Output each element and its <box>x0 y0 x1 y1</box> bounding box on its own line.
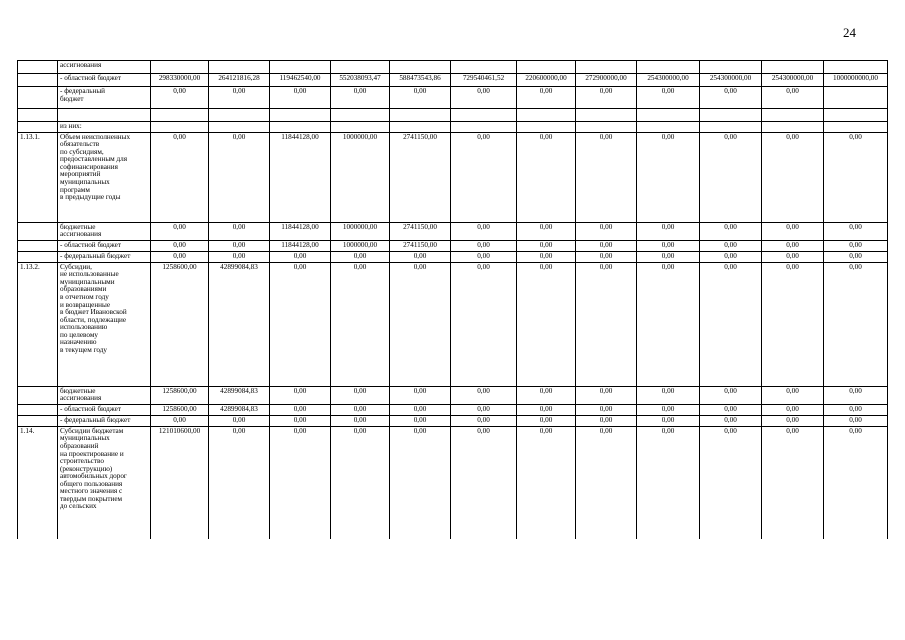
value-cell: 0,00 <box>576 251 637 262</box>
value-cell: 0,00 <box>390 262 451 386</box>
value-cell: 1000000000,00 <box>824 74 888 87</box>
row-description-cell <box>58 109 151 122</box>
value-cell: 0,00 <box>270 415 331 426</box>
value-cell <box>270 61 331 74</box>
row-code-cell: 1.13.1. <box>18 132 58 222</box>
value-cell <box>331 61 390 74</box>
value-cell <box>151 61 209 74</box>
value-cell <box>576 61 637 74</box>
value-cell: 0,00 <box>700 240 762 251</box>
value-cell <box>824 109 888 122</box>
row-code-cell <box>18 61 58 74</box>
value-cell: 0,00 <box>451 262 517 386</box>
value-cell: 552038093,47 <box>331 74 390 87</box>
table-row <box>18 240 888 251</box>
row-code-cell <box>18 415 58 426</box>
value-cell <box>637 109 700 122</box>
value-cell: 0,00 <box>517 87 576 109</box>
table-row <box>18 222 888 240</box>
value-cell: 0,00 <box>451 132 517 222</box>
value-cell: 0,00 <box>637 386 700 404</box>
value-cell: 0,00 <box>270 426 331 539</box>
value-cell <box>517 109 576 122</box>
value-cell <box>331 122 390 133</box>
value-cell: 0,00 <box>824 251 888 262</box>
value-cell: 0,00 <box>331 404 390 415</box>
table-body <box>18 61 888 540</box>
value-cell: 0,00 <box>762 415 824 426</box>
value-cell: 0,00 <box>576 240 637 251</box>
value-cell <box>576 109 637 122</box>
value-cell <box>331 109 390 122</box>
value-cell: 0,00 <box>824 415 888 426</box>
value-cell <box>700 109 762 122</box>
value-cell <box>517 61 576 74</box>
value-cell: 0,00 <box>209 87 270 109</box>
row-code-cell <box>18 251 58 262</box>
value-cell: 0,00 <box>637 262 700 386</box>
value-cell: 0,00 <box>390 415 451 426</box>
row-code-cell <box>18 386 58 404</box>
value-cell: 0,00 <box>700 404 762 415</box>
row-description-cell: бюджетные ассигнования <box>58 222 151 240</box>
value-cell <box>517 122 576 133</box>
value-cell: 0,00 <box>390 251 451 262</box>
row-code-cell <box>18 122 58 133</box>
value-cell: 0,00 <box>151 251 209 262</box>
value-cell: 0,00 <box>209 251 270 262</box>
value-cell: 0,00 <box>390 404 451 415</box>
value-cell <box>390 122 451 133</box>
row-description-cell: из них: <box>58 122 151 133</box>
value-cell: 0,00 <box>451 87 517 109</box>
value-cell: 0,00 <box>270 251 331 262</box>
value-cell: 0,00 <box>151 132 209 222</box>
value-cell: 0,00 <box>209 132 270 222</box>
value-cell: 0,00 <box>762 251 824 262</box>
row-description-cell: - областной бюджет <box>58 240 151 251</box>
value-cell: 0,00 <box>451 386 517 404</box>
value-cell: 0,00 <box>331 415 390 426</box>
value-cell: 0,00 <box>762 386 824 404</box>
value-cell: 0,00 <box>637 132 700 222</box>
table-row <box>18 404 888 415</box>
row-description-cell: Субсидии бюджетам муниципальных образований на проектирование и строительство (реконструкцию) автомобильных дорог общего пользования местного значения с твердым покрытием до сельских <box>58 426 151 539</box>
row-code-cell: 1.13.2. <box>18 262 58 386</box>
value-cell: 0,00 <box>270 262 331 386</box>
value-cell: 0,00 <box>700 222 762 240</box>
value-cell: 1258600,00 <box>151 386 209 404</box>
value-cell: 264121816,28 <box>209 74 270 87</box>
value-cell <box>824 87 888 109</box>
value-cell: 11844128,00 <box>270 240 331 251</box>
value-cell: 0,00 <box>637 87 700 109</box>
value-cell: 42899084,83 <box>209 262 270 386</box>
value-cell: 0,00 <box>700 386 762 404</box>
value-cell: 0,00 <box>517 251 576 262</box>
value-cell: 0,00 <box>517 415 576 426</box>
row-code-cell: 1.14. <box>18 426 58 539</box>
value-cell: 0,00 <box>637 251 700 262</box>
value-cell: 0,00 <box>824 262 888 386</box>
value-cell <box>824 122 888 133</box>
row-description-cell: - федеральный бюджет <box>58 87 151 109</box>
row-description-cell: - федеральный бюджет <box>58 251 151 262</box>
value-cell <box>762 61 824 74</box>
table-row <box>18 61 888 74</box>
value-cell: 0,00 <box>762 426 824 539</box>
value-cell: 0,00 <box>331 262 390 386</box>
value-cell: 0,00 <box>151 415 209 426</box>
value-cell: 254300000,00 <box>637 74 700 87</box>
value-cell: 0,00 <box>209 222 270 240</box>
value-cell: 0,00 <box>700 132 762 222</box>
value-cell <box>390 61 451 74</box>
value-cell: 42899084,83 <box>209 404 270 415</box>
value-cell: 0,00 <box>270 404 331 415</box>
value-cell: 0,00 <box>451 222 517 240</box>
value-cell: 0,00 <box>209 415 270 426</box>
value-cell: 2741150,00 <box>390 240 451 251</box>
value-cell: 0,00 <box>451 415 517 426</box>
value-cell: 11844128,00 <box>270 132 331 222</box>
value-cell: 0,00 <box>331 426 390 539</box>
value-cell: 0,00 <box>576 386 637 404</box>
value-cell: 0,00 <box>151 240 209 251</box>
row-description-cell: Объем неисполненных обязательств по субсидиям, предоставленным для софинансирования мероприятий муниципальных программ в предыдущие годы <box>58 132 151 222</box>
value-cell: 0,00 <box>762 262 824 386</box>
value-cell: 0,00 <box>762 240 824 251</box>
value-cell: 0,00 <box>576 426 637 539</box>
table-row <box>18 109 888 122</box>
value-cell: 0,00 <box>151 87 209 109</box>
value-cell: 0,00 <box>824 240 888 251</box>
value-cell: 0,00 <box>517 222 576 240</box>
value-cell: 254300000,00 <box>762 74 824 87</box>
value-cell: 119462540,00 <box>270 74 331 87</box>
value-cell: 1258600,00 <box>151 404 209 415</box>
value-cell: 0,00 <box>270 87 331 109</box>
value-cell: 298330000,00 <box>151 74 209 87</box>
table-row <box>18 262 888 386</box>
value-cell: 0,00 <box>576 132 637 222</box>
table-row <box>18 426 888 539</box>
value-cell: 0,00 <box>700 426 762 539</box>
value-cell <box>270 109 331 122</box>
row-code-cell <box>18 109 58 122</box>
value-cell: 0,00 <box>451 251 517 262</box>
value-cell: 220600000,00 <box>517 74 576 87</box>
value-cell: 0,00 <box>209 426 270 539</box>
value-cell: 0,00 <box>637 222 700 240</box>
value-cell <box>762 109 824 122</box>
row-description-cell: Субсидии, не использованные муниципальными образованиями в отчетном году и возвращенные в бюджет Ивановской области, подлежащие использованию по целевому назначению в текущем году <box>58 262 151 386</box>
value-cell: 2741150,00 <box>390 132 451 222</box>
value-cell <box>824 61 888 74</box>
value-cell: 0,00 <box>151 222 209 240</box>
value-cell: 0,00 <box>517 262 576 386</box>
value-cell: 0,00 <box>451 426 517 539</box>
value-cell: 0,00 <box>637 404 700 415</box>
row-code-cell <box>18 74 58 87</box>
value-cell: 0,00 <box>700 87 762 109</box>
value-cell: 0,00 <box>762 404 824 415</box>
value-cell: 0,00 <box>637 240 700 251</box>
value-cell: 0,00 <box>700 251 762 262</box>
value-cell: 0,00 <box>576 222 637 240</box>
value-cell: 1000000,00 <box>331 132 390 222</box>
value-cell: 0,00 <box>517 426 576 539</box>
value-cell: 0,00 <box>517 386 576 404</box>
value-cell: 0,00 <box>390 87 451 109</box>
row-description-cell: бюджетные ассигнования <box>58 386 151 404</box>
value-cell: 0,00 <box>517 404 576 415</box>
table-row <box>18 386 888 404</box>
value-cell: 0,00 <box>576 262 637 386</box>
value-cell: 1000000,00 <box>331 222 390 240</box>
value-cell <box>270 122 331 133</box>
value-cell: 0,00 <box>331 251 390 262</box>
value-cell: 0,00 <box>576 87 637 109</box>
value-cell: 0,00 <box>762 132 824 222</box>
value-cell: 0,00 <box>270 386 331 404</box>
table-row <box>18 74 888 87</box>
value-cell: 1258600,00 <box>151 262 209 386</box>
table-row <box>18 132 888 222</box>
row-code-cell <box>18 222 58 240</box>
value-cell: 11844128,00 <box>270 222 331 240</box>
value-cell: 0,00 <box>637 415 700 426</box>
table-row <box>18 87 888 109</box>
value-cell: 0,00 <box>700 415 762 426</box>
value-cell: 0,00 <box>824 222 888 240</box>
value-cell: 42899084,83 <box>209 386 270 404</box>
value-cell: 0,00 <box>451 240 517 251</box>
value-cell: 272900000,00 <box>576 74 637 87</box>
value-cell: 0,00 <box>762 87 824 109</box>
value-cell: 0,00 <box>637 426 700 539</box>
value-cell <box>762 122 824 133</box>
value-cell <box>451 109 517 122</box>
value-cell: 0,00 <box>824 132 888 222</box>
value-cell <box>576 122 637 133</box>
value-cell <box>151 109 209 122</box>
table-row <box>18 122 888 133</box>
table-row <box>18 415 888 426</box>
value-cell: 0,00 <box>576 415 637 426</box>
value-cell: 121010600,00 <box>151 426 209 539</box>
value-cell: 729540461,52 <box>451 74 517 87</box>
row-description-cell: ассигнования <box>58 61 151 74</box>
value-cell: 0,00 <box>762 222 824 240</box>
value-cell <box>151 122 209 133</box>
value-cell <box>209 122 270 133</box>
row-description-cell: - областной бюджет <box>58 74 151 87</box>
value-cell: 0,00 <box>700 262 762 386</box>
value-cell: 0,00 <box>331 87 390 109</box>
value-cell: 0,00 <box>824 386 888 404</box>
value-cell: 0,00 <box>517 240 576 251</box>
value-cell <box>390 109 451 122</box>
value-cell: 0,00 <box>209 240 270 251</box>
value-cell: 0,00 <box>331 386 390 404</box>
value-cell <box>700 61 762 74</box>
value-cell: 588473543,86 <box>390 74 451 87</box>
value-cell <box>209 109 270 122</box>
value-cell: 254300000,00 <box>700 74 762 87</box>
value-cell: 0,00 <box>824 404 888 415</box>
value-cell: 0,00 <box>390 426 451 539</box>
value-cell: 2741150,00 <box>390 222 451 240</box>
budget-table <box>17 60 888 539</box>
value-cell: 0,00 <box>517 132 576 222</box>
value-cell: 0,00 <box>390 386 451 404</box>
value-cell <box>209 61 270 74</box>
value-cell <box>637 61 700 74</box>
row-code-cell <box>18 87 58 109</box>
value-cell: 1000000,00 <box>331 240 390 251</box>
page-number: 24 <box>843 25 856 40</box>
row-code-cell <box>18 240 58 251</box>
row-description-cell: - областной бюджет <box>58 404 151 415</box>
value-cell: 0,00 <box>576 404 637 415</box>
value-cell <box>451 122 517 133</box>
value-cell <box>451 61 517 74</box>
value-cell <box>700 122 762 133</box>
row-code-cell <box>18 404 58 415</box>
table-row <box>18 251 888 262</box>
value-cell: 0,00 <box>451 404 517 415</box>
value-cell <box>637 122 700 133</box>
row-description-cell: - федеральный бюджет <box>58 415 151 426</box>
value-cell: 0,00 <box>824 426 888 539</box>
